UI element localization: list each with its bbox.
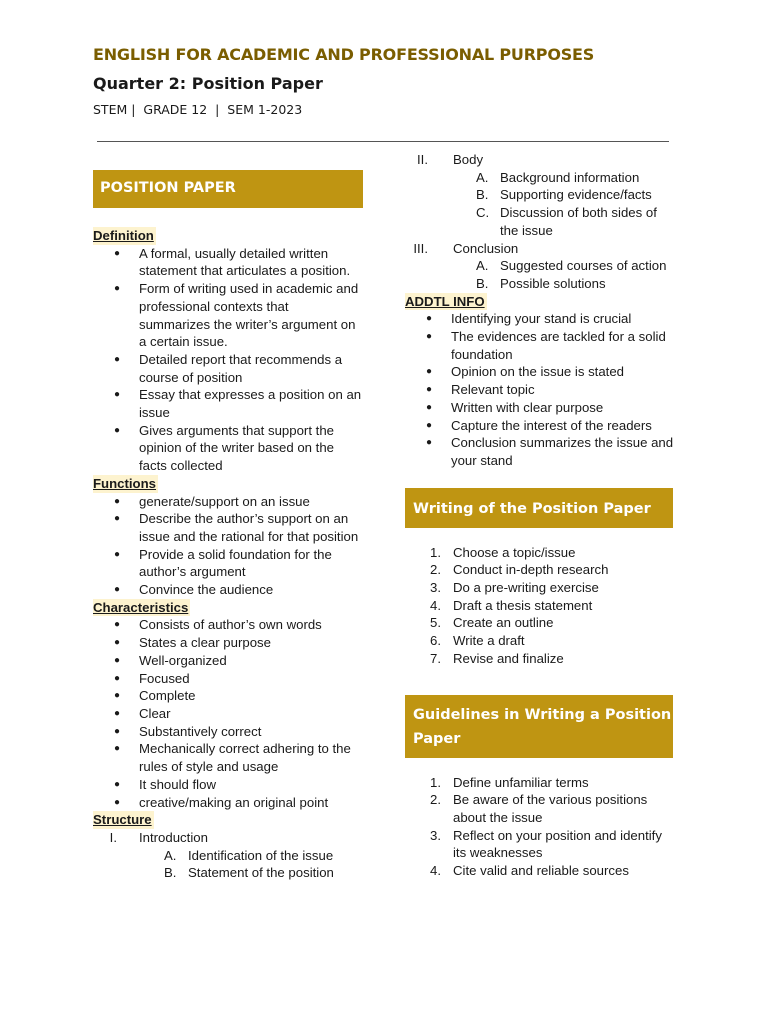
list-item: ● Clear	[93, 705, 363, 723]
list-item: ● Form of writing used in academic and professional contexts that summarizes the writer’s argument on a certain issue.	[93, 280, 363, 351]
outline-item	[405, 151, 675, 169]
outline-sublabel: Discussion of both sides of the issue	[500, 205, 657, 238]
outline-subitem	[405, 204, 675, 239]
step-label: Define unfamiliar terms	[453, 774, 589, 790]
step-number: 1.	[430, 544, 441, 560]
outline-letter: A.	[164, 847, 177, 863]
position-paper-banner: POSITION PAPER	[93, 170, 363, 208]
addtl-info-section	[405, 293, 675, 470]
functions-section	[93, 475, 363, 599]
structure-section	[93, 811, 363, 882]
addtl-info-heading: ADDTL INFO	[405, 293, 485, 309]
list-item: ● Opinion on the issue is stated	[405, 363, 675, 381]
outline-sublabel: Supporting evidence/facts	[500, 187, 652, 203]
step-number: 2.	[430, 562, 441, 578]
list-item: ● Capture the interest of the readers	[405, 417, 675, 435]
list-item: ● Focused	[93, 670, 363, 688]
outline-letter: B.	[164, 865, 177, 881]
outline-item	[405, 240, 675, 258]
step-number: 7.	[430, 650, 441, 666]
list-item: ● Mechanically correct adhering to the rules of style and usage	[93, 740, 363, 775]
list-item: ● Relevant topic	[405, 381, 675, 399]
functions-heading: Functions	[93, 475, 157, 491]
outline-subitem	[405, 169, 675, 187]
step-number: 6.	[430, 633, 441, 649]
step-label: Cite valid and reliable sources	[453, 863, 629, 879]
outline-letter: C.	[476, 205, 490, 221]
guidelines-banner: Guidelines in Writing a Position Paper	[405, 695, 673, 758]
right-column	[405, 151, 675, 880]
step-number: 4.	[430, 863, 441, 879]
list-item	[405, 862, 675, 880]
step-label: Draft a thesis statement	[453, 597, 593, 613]
step-label: Create an outline	[453, 615, 554, 631]
step-label: Choose a topic/issue	[453, 544, 576, 560]
characteristics-heading: Characteristics	[93, 599, 189, 615]
course-title: ENGLISH FOR ACADEMIC AND PROFESSIONAL PURPOSES	[93, 45, 595, 64]
outline-letter: A.	[476, 169, 489, 185]
definition-heading: Definition	[93, 228, 154, 243]
header-divider	[97, 141, 669, 142]
outline-number: III.	[413, 240, 428, 256]
outline-sublabel: Background information	[500, 169, 640, 185]
step-label: Revise and finalize	[453, 650, 564, 666]
list-item: ● Identifying your stand is crucial	[405, 310, 675, 328]
step-label: Reflect on your position and identify its weaknesses	[453, 827, 662, 861]
outline-label: Body	[453, 152, 484, 167]
list-item	[405, 544, 675, 562]
list-item: ● generate/support on an issue	[93, 493, 363, 511]
list-item	[405, 614, 675, 632]
step-number: 3.	[430, 827, 441, 843]
list-item	[405, 774, 675, 792]
outline-number: II.	[417, 152, 428, 167]
left-column	[93, 170, 363, 882]
outline-letter: B.	[476, 275, 489, 291]
step-label: Be aware of the various positions about the issue	[453, 792, 648, 825]
list-item	[405, 579, 675, 597]
outline-letter: B.	[476, 187, 489, 203]
list-item: ● Well-organized	[93, 652, 363, 670]
outline-label: Conclusion	[453, 240, 519, 256]
quarter-title: Quarter 2: Position Paper	[93, 74, 323, 93]
list-item	[405, 561, 675, 579]
writing-steps	[405, 544, 675, 668]
list-item: ● A formal, usually detailed written statement that articulates a position.	[93, 245, 363, 280]
outline-subitem	[93, 864, 363, 882]
outline-letter: A.	[476, 258, 489, 274]
step-number: 3.	[430, 580, 441, 596]
list-item: ● Consists of author’s own words	[93, 616, 363, 634]
outline-subitem	[405, 257, 675, 275]
outline-number: I.	[109, 829, 117, 845]
step-label: Write a draft	[453, 633, 525, 649]
course-meta: STEM | GRADE 12 | SEM 1-2023	[93, 102, 303, 117]
list-item	[405, 650, 675, 668]
outline-subitem	[93, 847, 363, 865]
list-item: ● Detailed report that recommends a course of position	[93, 351, 363, 386]
step-number: 4.	[430, 597, 441, 613]
structure-continued	[405, 151, 675, 293]
list-item: ● It should flow	[93, 776, 363, 794]
outline-subitem	[405, 186, 675, 204]
writing-banner: Writing of the Position Paper	[405, 488, 673, 528]
list-item: ● Gives arguments that support the opinion of the writer based on the facts collected	[93, 422, 363, 475]
outline-sublabel: Statement of the position	[188, 865, 334, 881]
step-label: Do a pre-writing exercise	[453, 580, 599, 596]
step-number: 1.	[430, 774, 441, 790]
list-item: ● Written with clear purpose	[405, 399, 675, 417]
list-item: ● Complete	[93, 687, 363, 705]
outline-subitem	[405, 275, 675, 293]
list-item: ● Essay that expresses a position on an issue	[93, 386, 363, 421]
definition-section	[93, 227, 363, 475]
list-item	[405, 632, 675, 650]
list-item: ● Convince the audience	[93, 581, 363, 599]
structure-heading: Structure	[93, 812, 152, 828]
outline-sublabel: Suggested courses of action	[500, 258, 667, 274]
list-item: ● Substantively correct	[93, 723, 363, 741]
outline-item	[93, 829, 363, 847]
characteristics-section	[93, 599, 363, 811]
step-number: 5.	[430, 615, 441, 631]
step-label: Conduct in-depth research	[453, 562, 609, 578]
list-item: ● Provide a solid foundation for the author’s argument	[93, 546, 363, 581]
list-item: ● States a clear purpose	[93, 634, 363, 652]
outline-sublabel: Possible solutions	[500, 275, 606, 291]
guidelines-steps	[405, 774, 675, 880]
list-item: ● Conclusion summarizes the issue and your stand	[405, 434, 675, 469]
list-item	[405, 827, 675, 862]
list-item	[405, 791, 675, 826]
list-item: ● The evidences are tackled for a solid foundation	[405, 328, 675, 363]
list-item: ● Describe the author’s support on an issue and the rational for that position	[93, 510, 363, 545]
step-number: 2.	[430, 792, 441, 808]
outline-sublabel: Identification of the issue	[188, 847, 334, 863]
list-item	[405, 597, 675, 615]
outline-label: Introduction	[139, 829, 208, 845]
list-item: ● creative/making an original point	[93, 794, 363, 812]
